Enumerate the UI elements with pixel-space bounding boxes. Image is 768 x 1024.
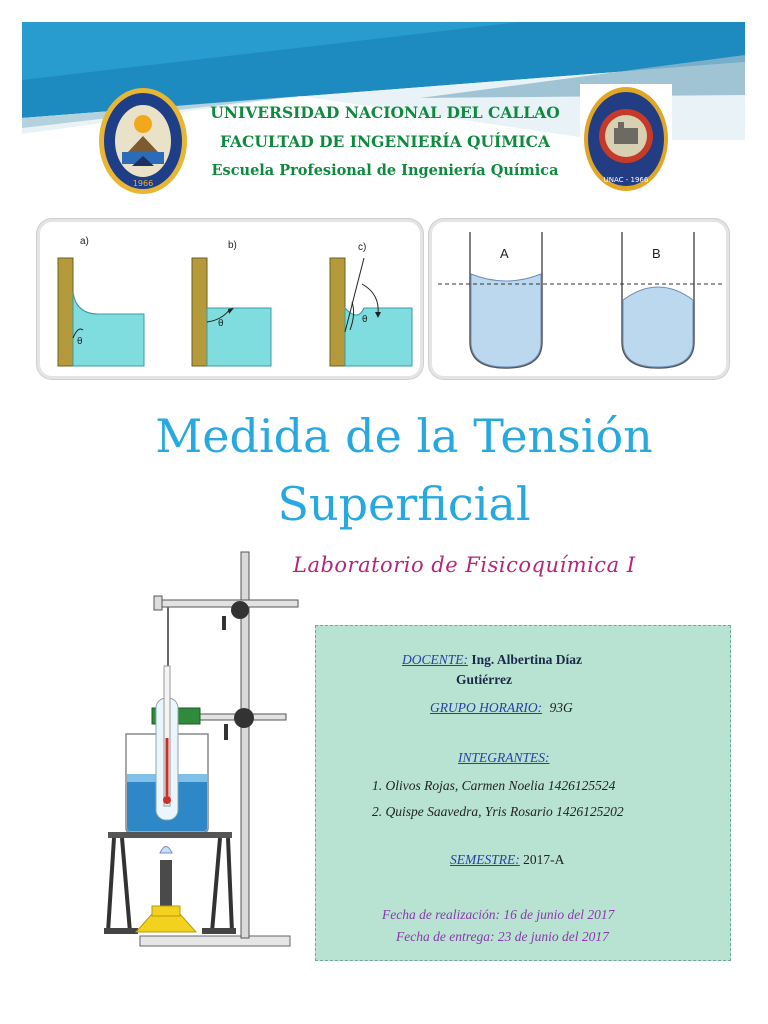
docente-value-2: Gutiérrez [456, 672, 512, 687]
grupo-value: 93G [549, 700, 573, 715]
label-tube-a: A [500, 246, 509, 261]
docente-row [402, 652, 582, 668]
fecha-entrega: Fecha de entrega: 23 de junio del 2017 [396, 929, 609, 944]
semestre-value: 2017-A [523, 852, 565, 867]
contact-angle-diagram [40, 222, 420, 376]
fecha-realizacion: Fecha de realización: 16 de junio del 2017 [382, 907, 615, 922]
label-tube-b: B [652, 246, 661, 261]
integrante-2: 2. Quispe Saavedra, Yris Rosario 1426125202 [372, 804, 624, 819]
university-name: UNIVERSIDAD NACIONAL DEL CALLAO [210, 103, 560, 122]
title-line-1: Medida de la Tensión [155, 409, 653, 463]
unac-logo [98, 86, 188, 196]
header-text [190, 98, 580, 185]
label-a: a) [80, 236, 89, 247]
fiq-bottom-text: UNAC - 1966 [603, 176, 649, 184]
page-title [0, 402, 768, 538]
unac-seal-icon [98, 86, 188, 196]
fiq-logo [580, 84, 672, 194]
label-b: b) [228, 240, 237, 251]
label-c: c) [358, 242, 367, 253]
svg-text:θ: θ [218, 319, 224, 329]
semestre-row [450, 852, 564, 868]
title-line-2: Superficial [277, 477, 531, 531]
fiq-gear-seal-icon [580, 84, 672, 194]
svg-text:θ: θ [362, 315, 368, 325]
faculty-name: FACULTAD DE INGENIERÍA QUÍMICA [219, 132, 551, 151]
grupo-label: GRUPO HORARIO: [430, 700, 543, 715]
semestre-label: SEMESTRE: [450, 852, 520, 867]
unac-year: 1966 [132, 179, 154, 188]
docente-value-1: Ing. Albertina Díaz [471, 652, 583, 667]
contact-angle-figure [40, 222, 420, 376]
docente-label: DOCENTE: [402, 652, 469, 667]
info-box [315, 625, 731, 961]
grupo-row [430, 700, 573, 716]
meniscus-diagram [432, 222, 726, 376]
svg-text:θ: θ [77, 337, 83, 347]
subtitle: Laboratorio de Fisicoquímica I [293, 553, 636, 577]
meniscus-figure [432, 222, 726, 376]
integrantes-label: INTEGRANTES: [458, 750, 550, 765]
school-name: Escuela Profesional de Ingeniería Química [211, 162, 559, 179]
lab-apparatus-illustration [104, 548, 304, 953]
integrante-1: 1. Olivos Rojas, Carmen Noelia 1426125524 [372, 778, 616, 793]
